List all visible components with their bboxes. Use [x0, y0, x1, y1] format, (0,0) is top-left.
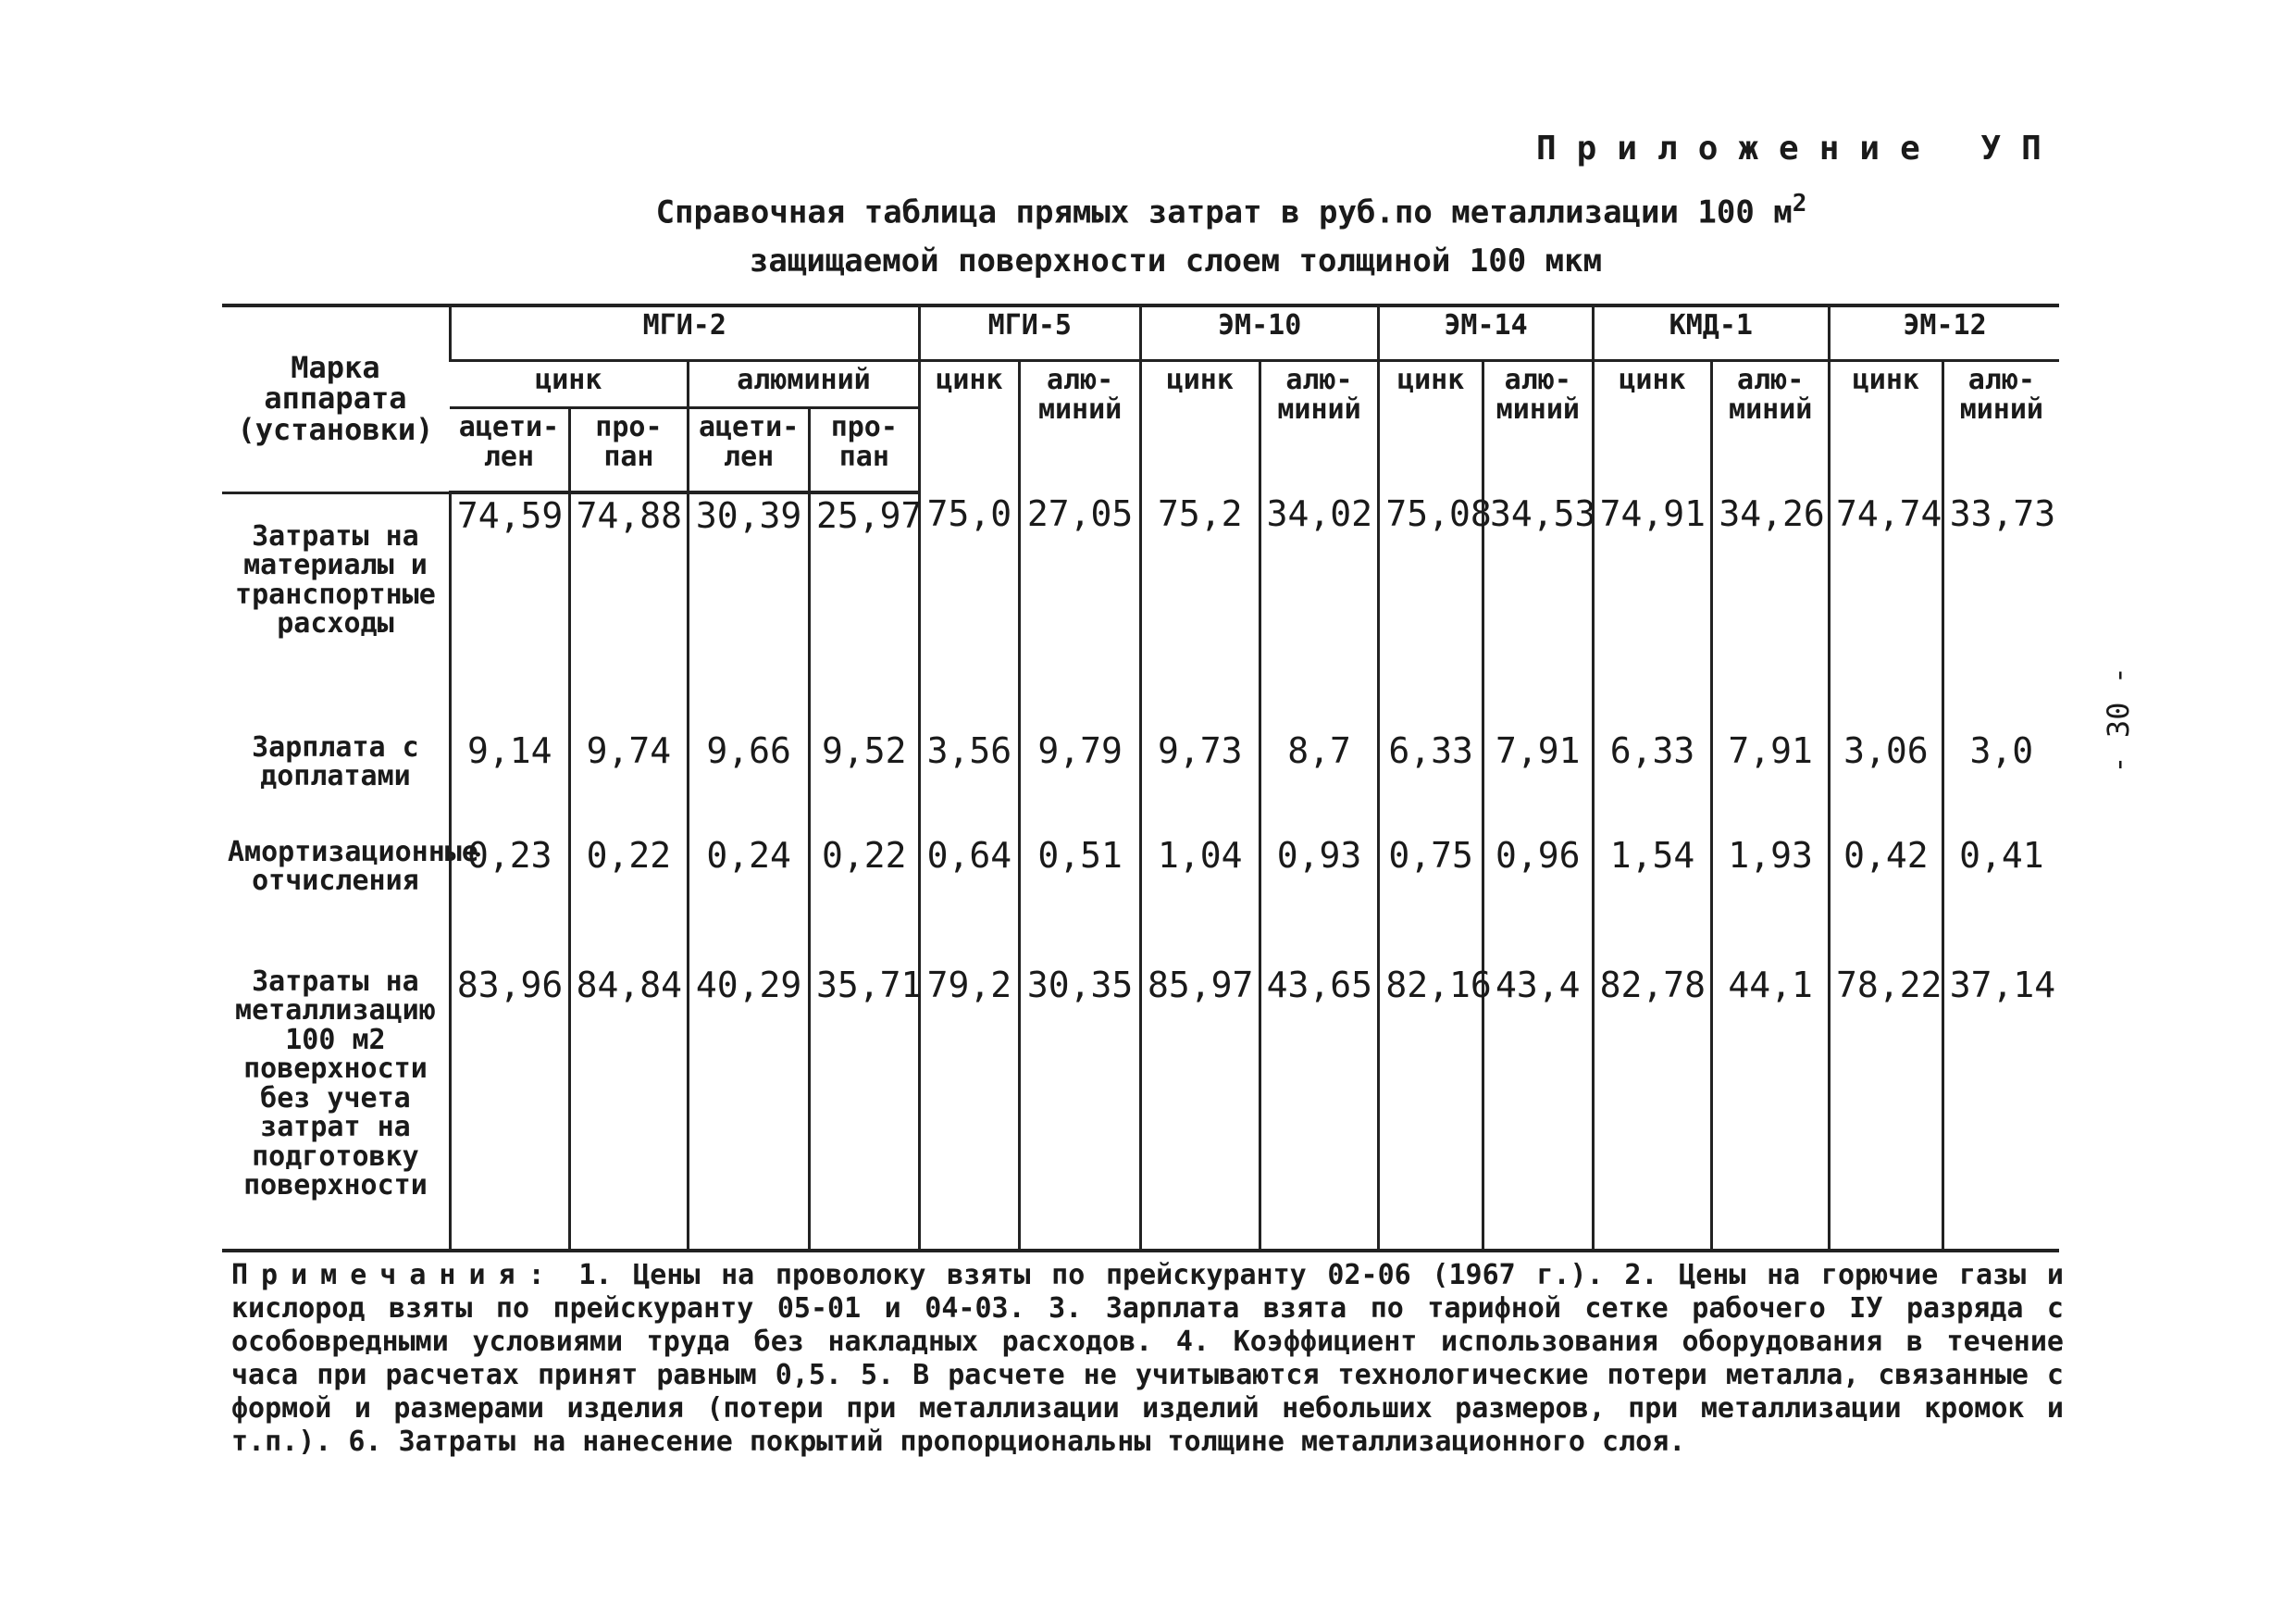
table-cell: 78,22: [1830, 964, 1943, 1251]
table-cell: 74,88: [569, 492, 689, 729]
row-label: Затраты на металлизацию 100 м2 поверхности без учета затрат на подготовку поверхности: [235, 965, 436, 1202]
table-cell: 84,84: [569, 964, 689, 1251]
table-title: [0, 190, 2296, 230]
table-cell: 1,54: [1593, 834, 1712, 964]
table-cell: 30,39: [689, 492, 810, 729]
table-row: [222, 964, 2059, 1251]
apparatus-header: МГИ-2: [450, 305, 919, 361]
table-row: [222, 729, 2059, 834]
table-cell: 83,96: [450, 964, 569, 1251]
stub-header: Марка аппарата (установки): [222, 305, 450, 492]
table-cell: 30,35: [1020, 964, 1141, 1251]
row-label: Зарплата с доплатами: [252, 730, 419, 792]
apparatus-header: МГИ-5: [919, 305, 1140, 361]
page-number: - 30 -: [2101, 666, 2136, 774]
table-cell: 0,24: [689, 834, 810, 964]
table-cell: 34,26: [1712, 492, 1830, 729]
table-cell: 7,91: [1483, 729, 1593, 834]
table-cell: 35,71: [809, 964, 919, 1251]
metal-header: цинк: [1830, 361, 1943, 493]
gas-header: ацети- лен: [450, 408, 569, 493]
table-cell: 9,14: [450, 729, 569, 834]
table-cell: 74,74: [1830, 492, 1943, 729]
table-cell: 0,93: [1260, 834, 1379, 964]
table-cell: 9,52: [809, 729, 919, 834]
table-cell: 82,16: [1379, 964, 1483, 1251]
table-cell: 74,59: [450, 492, 569, 729]
table-cell: 27,05: [1020, 492, 1141, 729]
table-cell: 34,53: [1483, 492, 1593, 729]
table-cell: 79,2: [919, 964, 1020, 1251]
appendix-label: Приложение УП: [1536, 130, 2062, 168]
table-cell: 7,91: [1712, 729, 1830, 834]
table-cell: 9,74: [569, 729, 689, 834]
table-cell: 1,04: [1140, 834, 1260, 964]
title-superscript: 2: [1792, 190, 1807, 218]
notes-lead: Примечания:: [231, 1259, 558, 1291]
table-cell: 0,23: [450, 834, 569, 964]
table-cell: 44,1: [1712, 964, 1830, 1251]
apparatus-header: КМД-1: [1593, 305, 1829, 361]
table-cell: 3,06: [1830, 729, 1943, 834]
table-cell: 82,78: [1593, 964, 1712, 1251]
title-line-1: Справочная таблица прямых затрат в руб.по металлизации 100 м: [655, 193, 1793, 231]
table-cell: 34,02: [1260, 492, 1379, 729]
metal-header: цинк: [1379, 361, 1483, 493]
table-cell: 74,91: [1593, 492, 1712, 729]
table-cell: 0,22: [569, 834, 689, 964]
table-cell: 9,66: [689, 729, 810, 834]
table-cell: 85,97: [1140, 964, 1260, 1251]
metal-header: цинк: [919, 361, 1020, 493]
table-cell: 43,4: [1483, 964, 1593, 1251]
metal-header: алю- миний: [1712, 361, 1830, 493]
table-cell: 0,42: [1830, 834, 1943, 964]
table-cell: 0,75: [1379, 834, 1483, 964]
table-row: [222, 834, 2059, 964]
table-cell: 75,2: [1140, 492, 1260, 729]
table-cell: 25,97: [809, 492, 919, 729]
apparatus-header: ЭМ-10: [1140, 305, 1378, 361]
gas-header: ацети- лен: [689, 408, 810, 493]
table-cell: 3,56: [919, 729, 1020, 834]
table-cell: 0,51: [1020, 834, 1141, 964]
table-cell: 40,29: [689, 964, 810, 1251]
cost-table: [222, 304, 2059, 1252]
table-row: [222, 492, 2059, 729]
table-cell: 0,41: [1942, 834, 2059, 964]
table-cell: 8,7: [1260, 729, 1379, 834]
header-row-apparatus: [222, 305, 2059, 361]
row-label: Затраты на материалы и транспортные расходы: [235, 519, 436, 640]
table-cell: 0,96: [1483, 834, 1593, 964]
row-label: Амортизационные отчисления: [228, 835, 478, 897]
metal-header: цинк: [450, 361, 688, 408]
table-cell: 37,14: [1942, 964, 2059, 1251]
gas-header: про- пан: [569, 408, 689, 493]
table-cell: 33,73: [1942, 492, 2059, 729]
table-cell: 1,93: [1712, 834, 1830, 964]
table-subtitle: защищаемой поверхности слоем толщиной 100 мкм: [749, 243, 1603, 280]
table-cell: 9,73: [1140, 729, 1260, 834]
table-cell: 9,79: [1020, 729, 1141, 834]
metal-header: алю- миний: [1020, 361, 1141, 493]
metal-header: алюминий: [689, 361, 919, 408]
table-cell: 75,0: [919, 492, 1020, 729]
table-cell: 0,22: [809, 834, 919, 964]
metal-header: алю- миний: [1260, 361, 1379, 493]
apparatus-header: ЭМ-14: [1379, 305, 1593, 361]
table-cell: 75,08: [1379, 492, 1483, 729]
table-cell: 43,65: [1260, 964, 1379, 1251]
metal-header: цинк: [1593, 361, 1712, 493]
gas-header: про- пан: [809, 408, 919, 493]
table-cell: 6,33: [1379, 729, 1483, 834]
table-cell: 0,64: [919, 834, 1020, 964]
table-cell: 6,33: [1593, 729, 1712, 834]
table-cell: 3,0: [1942, 729, 2059, 834]
notes-paragraph: [231, 1259, 2064, 1459]
apparatus-header: ЭМ-12: [1830, 305, 2059, 361]
metal-header: алю- миний: [1483, 361, 1593, 493]
notes-text: 1. Цены на проволоку взяты по прейскуранту 02-06 (1967 г.). 2. Цены на горючие газы и кислород взяты по прейскуранту 05-01 и 04-03. 3. Зарплата взята по тарифной сетке рабочего IУ разряда с особовредными условиями труда без накладных расходов. 4. Коэффициент использования оборудования в течение часа при расчетах принят равным 0,5. 5. В расчете не учитываются технологические потери металла, связанные с формой и размерами изделия (потери при металлизации изделий небольших размеров, при металлизации кромок и т.п.). 6. Затраты на нанесение покрытий пропорциональны толщине металлизационного слоя.: [231, 1259, 2064, 1458]
metal-header: алю- миний: [1942, 361, 2059, 493]
header-row-metal: [222, 361, 2059, 408]
metal-header: цинк: [1140, 361, 1260, 493]
